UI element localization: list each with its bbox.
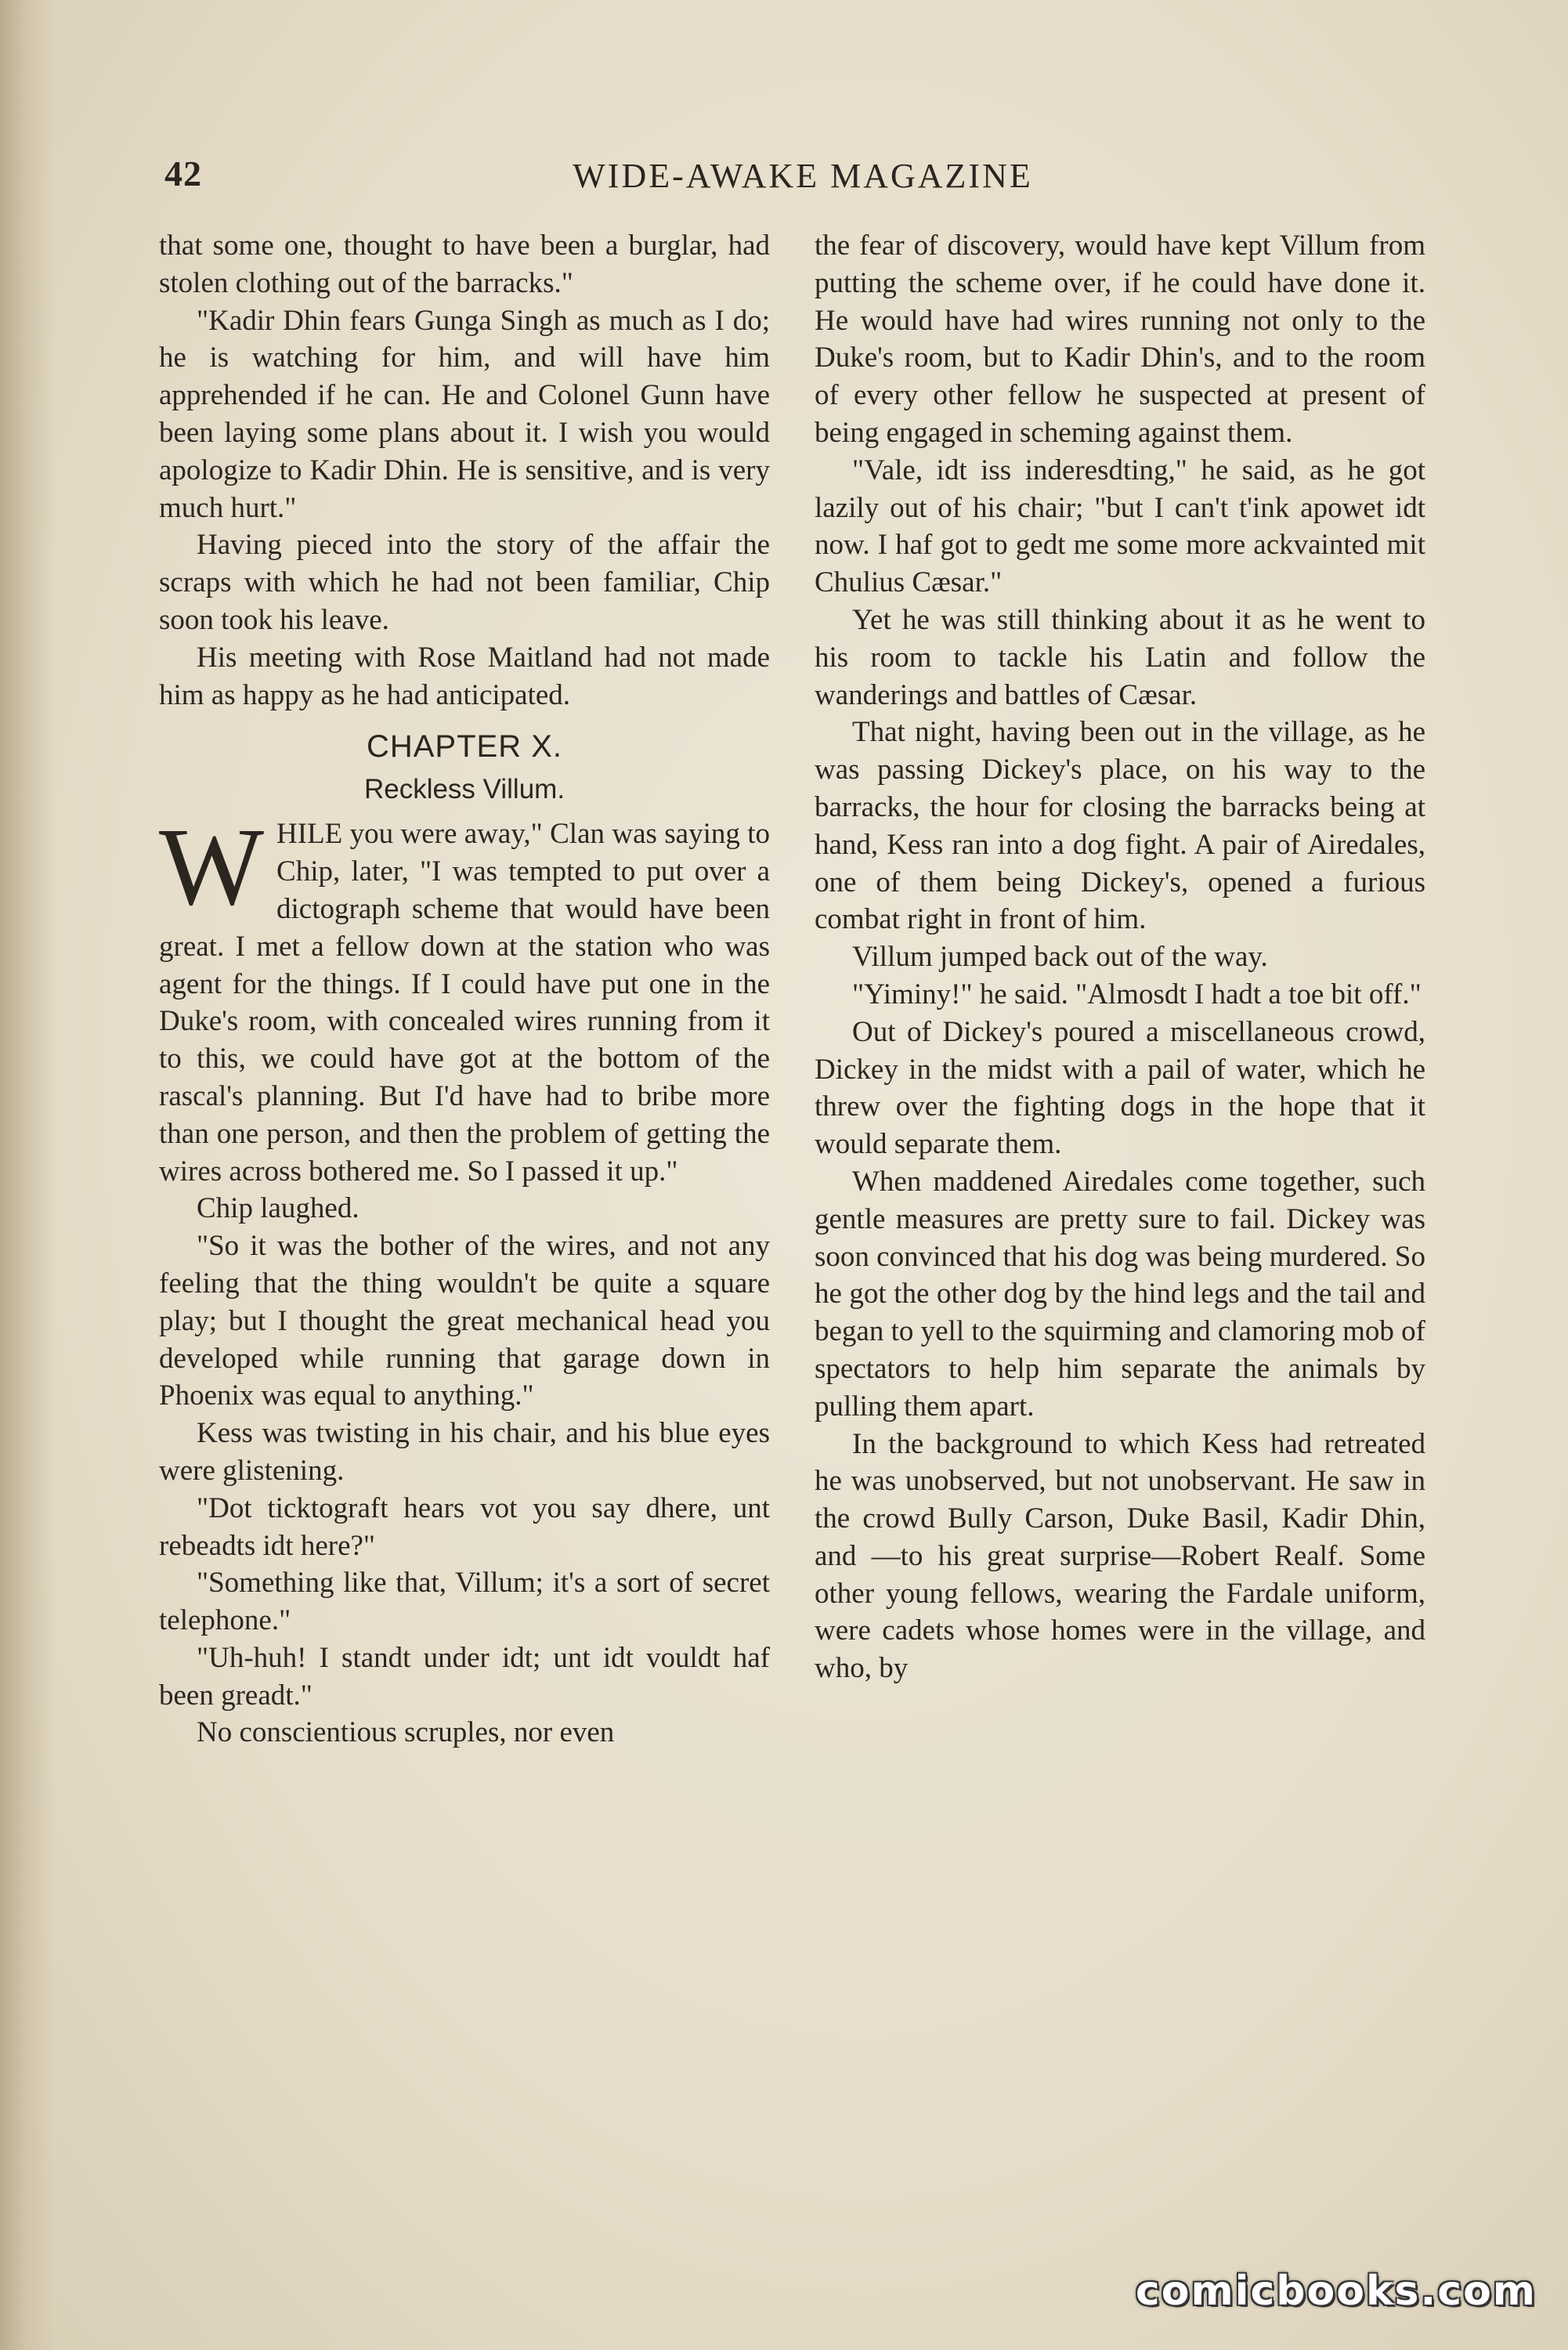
running-head: WIDE-AWAKE MAGAZINE [573, 157, 1033, 195]
left-column [159, 227, 770, 1752]
page-header [164, 153, 1441, 208]
paragraph: that some one, thought to have been a burglar, had stolen clothing out of the barracks." [159, 230, 770, 299]
paragraph: Yet he was still thinking about it as he went to his room to tackle his Latin and follow the wanderings and battles of Cæsar. [815, 603, 1425, 711]
right-column [815, 227, 1425, 1687]
paragraph: "Something like that, Villum; it's a sort of secret telephone." [159, 1567, 770, 1637]
paragraph: the fear of discovery, would have kept Villum from putting the scheme over, if he could have done it. He would have had wires running not only to the Duke's room, but to Kadir Dhin's, and to the room of every other fellow he suspected at present of being engaged in scheming against them. [815, 230, 1425, 449]
paragraph: "Dot ticktograft hears vot you say dhere, unt rebeadts idt here?" [159, 1491, 770, 1562]
paragraph: Kess was twisting in his chair, and his blue eyes were glistening. [159, 1417, 770, 1487]
paragraph: "So it was the bother of the wires, and not any feeling that the thing wouldn't be quite a square play; but I thought the great mechanical head you developed while running that garage down in Phoenix was equal to anything." [159, 1230, 770, 1412]
watermark-logo: comicbooks.com [1135, 2268, 1537, 2315]
chapter-opening-paragraph [159, 804, 770, 1190]
drop-cap: W [159, 804, 265, 929]
paragraph: When maddened Airedales come together, such gentle measures are pretty sure to fail. Dickey was soon convinced that his dog was being murdered. So he got the other dog by the hind legs and the tail and began to yell to the squirming and clamoring mob of spectators to help him separate the animals by pulling them apart. [815, 1165, 1425, 1423]
paragraph: In the background to which Kess had retreated he was unobserved, but not unobservant. He saw in the crowd Bully Carson, Duke Basil, Kadir Dhin, and —to his great surprise—Robert Realf. Some other young fellows, wearing the Fardale uniform, were cadets whose homes were in the village, and who, by [815, 1427, 1425, 1685]
paragraph: His meeting with Rose Maitland had not made him as happy as he had anticipated. [159, 641, 770, 711]
chapter-subtitle: Reckless Villum. [363, 774, 565, 805]
page-number: 42 [164, 154, 202, 193]
paragraph: Having pieced into the story of the affair the scraps with which he had not been familiar, Chip soon took his leave. [159, 529, 770, 636]
chapter-title: CHAPTER X. [366, 729, 563, 765]
paragraph: "Yiminy!" he said. "Almosdt I hadt a toe bit off." [852, 978, 1422, 1010]
paragraph: "Uh-huh! I standt under idt; unt idt vouldt haf been greadt." [159, 1641, 770, 1712]
paragraph: Villum jumped back out of the way. [852, 941, 1268, 974]
paragraph-text: HILE you were away," Clan was saying to Chip, later, "I was tempted to put over a dictograph scheme that would have been great. I met a fellow down at the station who was agent for the things. If I could have put one in the Duke's room, with concealed wires running from it to this, we could have got at the bottom of the rascal's planning. But I'd have had to bribe more than one person, and then the problem of getting the wires across bothered me. So I passed it up." [159, 818, 770, 1188]
paragraph: "Kadir Dhin fears Gunga Singh as much as I do; he is watching for him, and will have him apprehended if he can. He and Colonel Gunn have been laying some plans about it. I wish you would apologize to Kadir Dhin. He is sensitive, and is very much hurt." [159, 304, 770, 524]
page-spine-shadow [0, 0, 55, 2350]
paragraph: Out of Dickey's poured a miscellaneous crowd, Dickey in the midst with a pail of water, which he threw over the fighting dogs in the hope that it would separate them. [815, 1015, 1425, 1161]
paragraph: "Vale, idt iss inderesdting," he said, as he got lazily out of his chair; "but I can't t'ink apowet idt now. I haf got to gedt me some more ackvainted mit Chulius Cæsar." [815, 454, 1425, 599]
paragraph: No conscientious scruples, nor even [197, 1716, 615, 1749]
paragraph: Chip laughed. [197, 1192, 359, 1225]
paragraph: That night, having been out in the village, as he was passing Dickey's place, on his way to the barracks, the hour for closing the barracks being at hand, Kess ran into a dog fight. A pair of Airedales, one of them being Dickey's, opened a furious combat right in front of him. [815, 716, 1425, 936]
